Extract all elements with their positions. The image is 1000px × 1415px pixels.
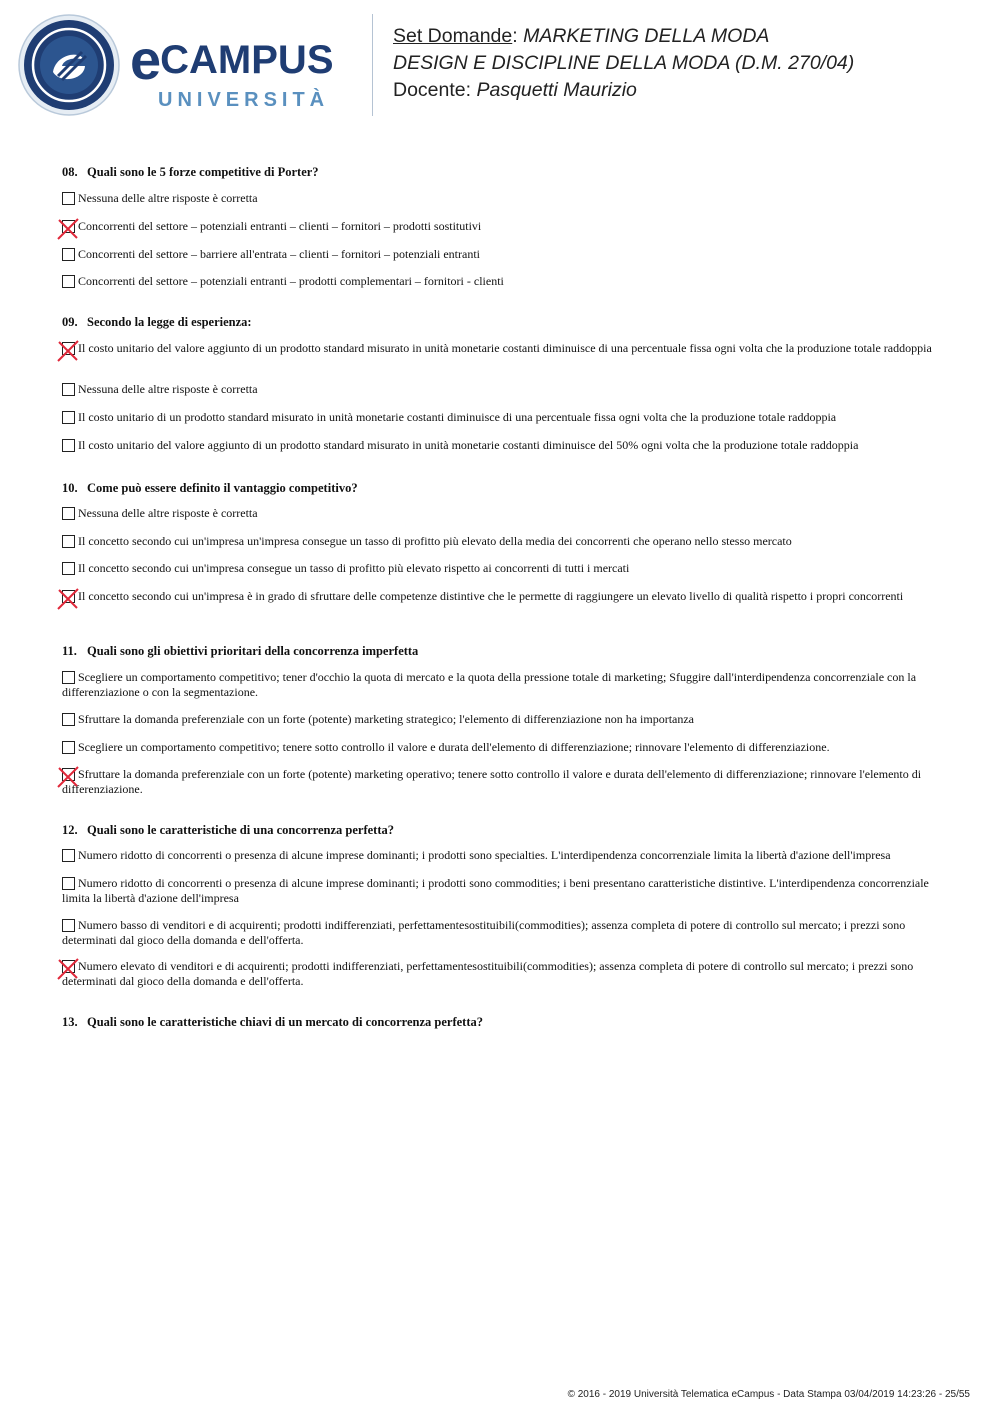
answer-option[interactable] xyxy=(62,959,932,989)
answer-checkbox[interactable] xyxy=(62,960,75,973)
answer-option[interactable] xyxy=(62,767,932,797)
answer-text: Numero ridotto di concorrenti o presenza di alcune imprese dominanti; i prodotti sono commodities; i beni presentano caratteristiche distintive. L'interdipendenza concorrenziale limita la libertà d'azione dell'impresa xyxy=(62,876,929,905)
header-info xyxy=(393,23,854,104)
answer-checkbox[interactable] xyxy=(62,535,75,548)
answer-checkbox[interactable] xyxy=(62,919,75,932)
answer-option[interactable] xyxy=(62,712,932,727)
question-title xyxy=(62,822,937,838)
answer-checkbox[interactable] xyxy=(62,342,75,355)
answer-checkbox[interactable] xyxy=(62,671,75,684)
answer-checkbox[interactable] xyxy=(62,590,75,603)
question-11 xyxy=(62,643,937,796)
answer-text: Nessuna delle altre risposte è corretta xyxy=(78,506,258,520)
question-text: Quali sono le caratteristiche chiavi di un mercato di concorrenza perfetta? xyxy=(87,1015,483,1029)
answer-text: Concorrenti del settore – potenziali entranti – prodotti complementari – fornitori - clienti xyxy=(78,274,504,288)
answer-option[interactable] xyxy=(62,561,932,576)
question-text: Quali sono gli obiettivi prioritari della concorrenza imperfetta xyxy=(87,644,419,658)
set-label: Set Domande xyxy=(393,25,513,47)
answer-option[interactable] xyxy=(62,670,932,700)
answer-option[interactable] xyxy=(62,247,932,262)
answer-option[interactable] xyxy=(62,382,932,397)
teacher-label: Docente: xyxy=(393,79,477,101)
answer-text: Sfruttare la domanda preferenziale con un forte (potente) marketing operativo; tenere sotto controllo il valore e durata dell'elemento di differenziazione; rinnovare l'elemento di differenziazione. xyxy=(62,767,922,796)
brand-campus: CAMPUS xyxy=(160,38,334,82)
answer-option[interactable] xyxy=(62,918,932,948)
question-08 xyxy=(62,164,937,288)
degree-name: DESIGN E DISCIPLINE DELLA MODA (D.M. 270/04) xyxy=(393,52,855,74)
answer-option[interactable] xyxy=(62,219,932,234)
brand-subtitle: UNIVERSITÀ xyxy=(158,89,330,111)
answer-option[interactable] xyxy=(62,410,932,425)
answer-text: Il costo unitario del valore aggiunto di un prodotto standard misurato in unità monetarie costanti diminuisce di una percentuale fissa ogni volta che la produzione totale raddoppia xyxy=(78,341,932,355)
answer-option[interactable] xyxy=(62,848,932,863)
answer-option[interactable] xyxy=(62,341,932,356)
answer-text: Il concetto secondo cui un'impresa consegue un tasso di profitto più elevato rispetto ai concorrenti di tutti i mercati xyxy=(78,561,630,575)
question-09 xyxy=(62,314,937,452)
answer-text: Scegliere un comportamento competitivo; tener d'occhio la quota di mercato e la quota della pressione totale di marketing; Sfuggire dall'interdipendenza concorrenziale con la differenziazione o con la segmentazione. xyxy=(62,670,917,699)
answer-option[interactable] xyxy=(62,589,932,604)
answer-text: Concorrenti del settore – barriere all'entrata – clienti – fornitori – potenziali entranti xyxy=(78,247,481,261)
question-title xyxy=(62,480,937,496)
question-number: 10. xyxy=(62,481,78,495)
header-divider xyxy=(372,14,373,116)
answer-checkbox[interactable] xyxy=(62,713,75,726)
answer-option[interactable] xyxy=(62,506,932,521)
answer-text: Scegliere un comportamento competitivo; tenere sotto controllo il valore e durata dell'elemento di differenziazione; rinnovare l'elemento di differenziazione. xyxy=(78,740,830,754)
question-text: Quali sono le caratteristiche di una concorrenza perfetta? xyxy=(87,823,395,837)
question-10 xyxy=(62,480,937,603)
answer-checkbox[interactable] xyxy=(62,411,75,424)
question-13 xyxy=(62,1014,937,1030)
question-number: 12. xyxy=(62,823,78,837)
teacher-name: Pasquetti Maurizio xyxy=(476,79,637,101)
answer-checkbox[interactable] xyxy=(62,507,75,520)
answer-text: Concorrenti del settore – potenziali entranti – clienti – fornitori – prodotti sostitutivi xyxy=(78,219,482,233)
question-12 xyxy=(62,822,937,988)
answer-checkbox[interactable] xyxy=(62,877,75,890)
answer-option[interactable] xyxy=(62,438,932,453)
brand-e: e xyxy=(130,28,161,91)
answer-checkbox[interactable] xyxy=(62,562,75,575)
answer-checkbox[interactable] xyxy=(62,220,75,233)
question-title xyxy=(62,643,937,659)
answer-checkbox[interactable] xyxy=(62,248,75,261)
answer-text: Nessuna delle altre risposte è corretta xyxy=(78,191,258,205)
ecampus-logo xyxy=(18,14,363,118)
answer-checkbox[interactable] xyxy=(62,849,75,862)
answer-checkbox[interactable] xyxy=(62,192,75,205)
page-footer: © 2016 - 2019 Università Telematica eCampus - Data Stampa 03/04/2019 14:23:26 - 25/55 xyxy=(567,1389,970,1400)
answer-text: Il costo unitario del valore aggiunto di un prodotto standard misurato in unità monetarie costanti diminuisce del 50% ogni volta che la produzione totale raddoppia xyxy=(78,438,859,452)
answer-text: Il costo unitario di un prodotto standard misurato in unità monetarie costanti diminuisce di una percentuale fissa ogni volta che la produzione totale raddoppia xyxy=(78,410,837,424)
question-text: Quali sono le 5 forze competitive di Porter? xyxy=(87,165,319,179)
question-text: Come può essere definito il vantaggio competitivo? xyxy=(87,481,358,495)
question-number: 13. xyxy=(62,1015,78,1029)
answer-checkbox[interactable] xyxy=(62,275,75,288)
answer-text: Sfruttare la domanda preferenziale con un forte (potente) marketing strategico; l'elemento di differenziazione non ha importanza xyxy=(78,712,695,726)
answer-checkbox[interactable] xyxy=(62,383,75,396)
question-number: 08. xyxy=(62,165,78,179)
answer-option[interactable] xyxy=(62,740,932,755)
question-text: Secondo la legge di esperienza: xyxy=(87,315,252,329)
question-number: 11. xyxy=(62,644,77,658)
answer-option[interactable] xyxy=(62,534,932,549)
teacher-line xyxy=(393,77,854,104)
answer-text: Numero basso di venditori e di acquirenti; prodotti indifferenziati, perfettamentesostituibili(commodities); assenza completa di potere di controllo sul mercato; i prezzi sono determinati dal gioco della domanda e dell'offerta. xyxy=(62,918,906,947)
answer-checkbox[interactable] xyxy=(62,741,75,754)
brand-wordmark xyxy=(130,28,334,91)
answer-checkbox[interactable] xyxy=(62,439,75,452)
answer-text: Il concetto secondo cui un'impresa è in grado di sfruttare delle competenze distintive che le permette di raggiungere un elevato livello di qualità rispetto i propri concorrenti xyxy=(78,589,904,603)
answer-text: Il concetto secondo cui un'impresa un'impresa consegue un tasso di profitto più elevato della media dei concorrenti che operano nello stesso mercato xyxy=(78,534,792,548)
university-seal-icon xyxy=(18,14,120,116)
answer-option[interactable] xyxy=(62,876,932,906)
answer-text: Numero ridotto di concorrenti o presenza di alcune imprese dominanti; i prodotti sono specialties. L'interdipendenza concorrenziale limita la libertà d'azione dell'impresa xyxy=(78,848,891,862)
answer-text: Numero elevato di venditori e di acquirenti; prodotti indifferenziati, perfettamentesostituibili(commodities); assenza completa di potere di controllo sul mercato; i prezzi sono determinati dal gioco della domanda e dell'offerta. xyxy=(62,959,914,988)
course-name: MARKETING DELLA MODA xyxy=(523,25,770,47)
question-title xyxy=(62,314,937,330)
answer-checkbox[interactable] xyxy=(62,768,75,781)
question-number: 09. xyxy=(62,315,78,329)
set-sep: : xyxy=(512,25,524,47)
question-title xyxy=(62,1014,937,1030)
answer-option[interactable] xyxy=(62,274,932,289)
answer-text: Nessuna delle altre risposte è corretta xyxy=(78,382,258,396)
question-title xyxy=(62,164,937,180)
answer-option[interactable] xyxy=(62,191,932,206)
set-line xyxy=(393,23,854,50)
